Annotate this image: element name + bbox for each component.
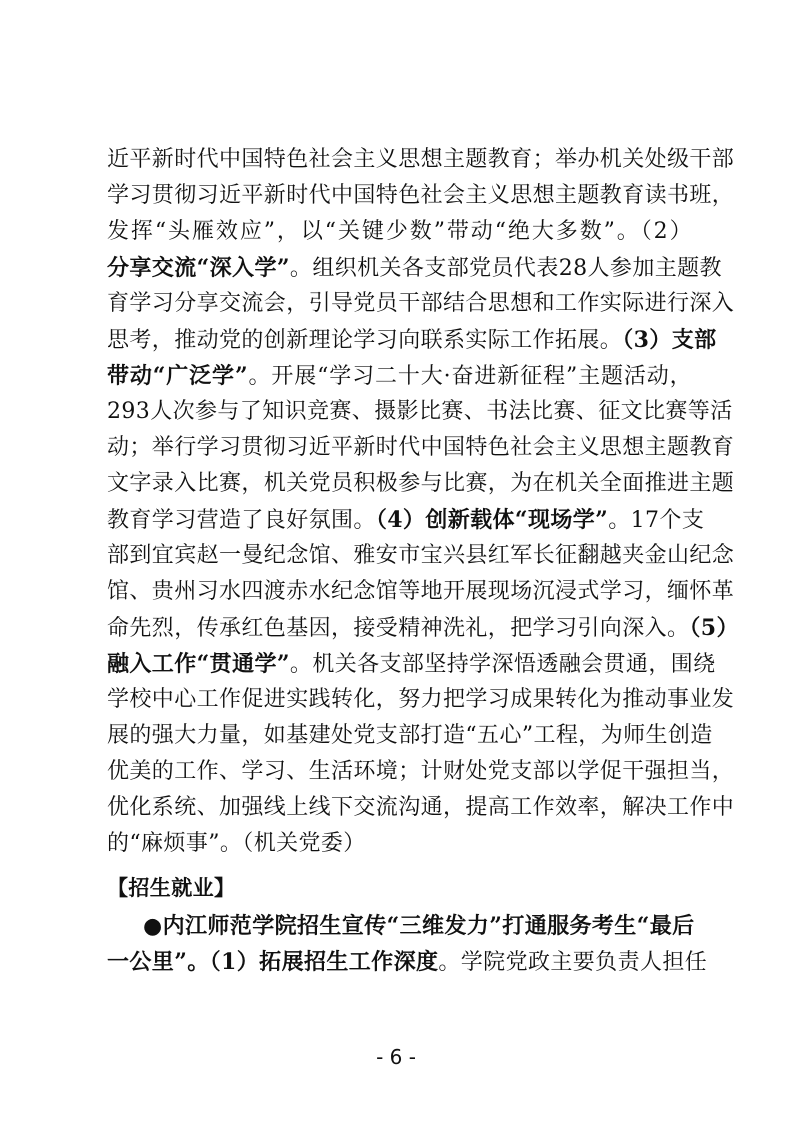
body-line: 馆、贵州习水四渡赤水纪念馆等地开展现场沉浸式学习，缅怀革	[107, 579, 735, 604]
bold-subheading: （5）	[689, 615, 739, 641]
body-line	[107, 610, 739, 646]
text-span: 思考，推动党的创新理论学习向联系实际工作拓展。	[107, 328, 623, 353]
news-item-line	[107, 944, 708, 980]
text-span: 。17个支	[608, 508, 705, 533]
body-line	[107, 646, 716, 682]
text-span: 。机关各支部坚持学深悟透融会贯通，围绕	[289, 652, 716, 677]
body-line: 文字录入比赛，机关党员积极参与比赛，为在机关全面推进主题	[107, 471, 735, 496]
body-line	[107, 322, 717, 358]
body-line: 展的强大力量，如基建处党支部打造“五心”工程，为师生创造	[107, 723, 713, 748]
body-line: 部到宜宾赵一曼纪念馆、雅安市宝兴县红军长征翻越夹金山纪念	[107, 543, 735, 568]
body-line	[107, 502, 705, 538]
page-number: - 6 -	[376, 1045, 416, 1069]
body-line: 动；举行学习贯彻习近平新时代中国特色社会主义思想主题教育	[107, 435, 735, 460]
text-span: 。组织机关各支部党员代表28人参加主题教	[289, 256, 722, 281]
body-line: 学校中心工作促进实践转化，努力把学习成果转化为推动事业发	[107, 687, 735, 712]
body-line: 优化系统、加强线上线下交流沟通，提高工作效率，解决工作中	[107, 795, 735, 820]
section-heading: 【招生就业】	[107, 876, 236, 900]
body-line: 近平新时代中国特色社会主义思想主题教育；举办机关处级干部	[107, 147, 735, 172]
text-span: 命先烈，传承红色基因，接受精神洗礼，把学习引向深入。	[107, 616, 690, 641]
body-line: 优美的工作、学习、生活环境；计财处党支部以学促干强担当，	[107, 759, 735, 784]
bold-title: 一公里”。	[107, 949, 210, 975]
body-line	[107, 358, 692, 394]
text-span: 。开展“学习二十大·奋进新征程”主题活动，	[248, 364, 692, 389]
bold-subheading: 分享交流“深入学”	[107, 255, 290, 281]
bold-title: ●内江师范学院招生宣传“三维发力”打通服务考生“最后	[143, 913, 695, 939]
bold-subheading: （3）支部	[622, 327, 717, 353]
text-span: 。学院党政主要负责人担任	[438, 950, 708, 975]
bold-subheading: （4）创新载体“现场学”	[375, 507, 609, 533]
body-line: 的“麻烦事”。（机关党委）	[107, 831, 366, 856]
body-line: 293人次参与了知识竞赛、摄影比赛、书法比赛、征文比赛等活	[107, 399, 733, 424]
body-line	[107, 250, 722, 286]
bold-subheading: 融入工作“贯通学”	[107, 651, 290, 677]
bold-subheading: （1）拓展招生工作深度	[209, 949, 439, 975]
news-item-title	[143, 908, 695, 944]
text-span: 教育学习营造了良好氛围。	[107, 508, 376, 533]
bold-subheading: 带动“广泛学”	[107, 363, 248, 389]
body-line: 育学习分享交流会，引导党员干部结合思想和工作实际进行深入	[107, 291, 735, 316]
body-line: 学习贯彻习近平新时代中国特色社会主义思想主题教育读书班，	[107, 183, 735, 208]
body-line: 发挥“头雁效应”，以“关键少数”带动“绝大多数”。（2）	[107, 219, 692, 244]
